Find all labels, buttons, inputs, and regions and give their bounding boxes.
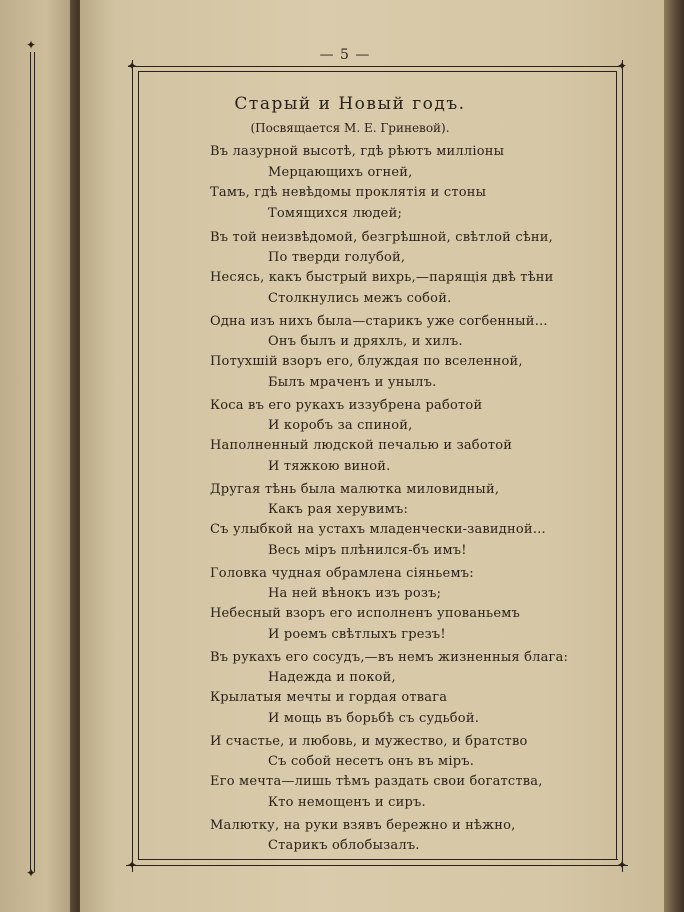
- frame-right-inner: [616, 71, 617, 859]
- corner-ornament-icon: ✦: [126, 59, 138, 73]
- poem-line: Весь міръ плѣнился-бъ имъ!: [268, 543, 467, 558]
- poem-line: И мощь въ борьбѣ съ судьбой.: [268, 711, 480, 726]
- previous-page-border: [30, 52, 31, 872]
- corner-ornament-icon: ✦: [25, 38, 37, 52]
- poem-line: Коса въ его рукахъ иззубрена работой: [210, 398, 483, 413]
- previous-page: [0, 0, 78, 912]
- corner-ornament-icon: ✦: [616, 59, 628, 73]
- poem-line: Тамъ, гдѣ невѣдомы проклятія и стоны: [210, 185, 487, 200]
- frame-top-inner: [138, 71, 616, 72]
- poem-line: Малютку, на руки взявъ бережно и нѣжно,: [210, 818, 516, 833]
- poem-line: Потухшій взоръ его, блуждая по вселенной,: [210, 354, 523, 369]
- frame-bottom-inner: [138, 859, 618, 860]
- poem-line: На ней вѣнокъ изъ розъ;: [268, 586, 442, 601]
- poem-line: Въ той неизвѣдомой, безгрѣшной, свѣтлой сѣни,: [210, 230, 553, 245]
- corner-ornament-icon: ✦: [126, 858, 138, 872]
- poem-line: Въ рукахъ его сосудъ,—въ немъ жизненныя блага:: [210, 650, 569, 665]
- poem-line: По тверди голубой,: [268, 250, 406, 265]
- frame-top-outer: [128, 66, 624, 67]
- frame-left-outer: [132, 60, 133, 872]
- poem-line: Кто немощенъ и сиръ.: [268, 795, 426, 810]
- poem-line: И роемъ свѣтлыхъ грезъ!: [268, 627, 446, 642]
- poem-line: Столкнулись межъ собой.: [268, 291, 452, 306]
- poem-line: И тяжкою виной.: [268, 459, 391, 474]
- poem-line: Старикъ облобызалъ.: [268, 838, 420, 853]
- poem-line: Его мечта—лишь тѣмъ раздать свои богатства,: [210, 774, 543, 789]
- poem-line: Въ лазурной высотѣ, гдѣ рѣютъ милліоны: [210, 144, 505, 159]
- corner-ornament-icon: ✦: [616, 858, 628, 872]
- previous-page-border-inner: [34, 52, 35, 872]
- poem-line: Съ улыбкой на устахъ младенчески-завидной…: [210, 522, 546, 537]
- frame-bottom-outer: [126, 865, 628, 866]
- poem-line: Какъ рая херувимъ:: [268, 502, 409, 517]
- poem-line: И коробъ за спиной,: [268, 418, 413, 433]
- corner-ornament-icon: ✦: [25, 866, 37, 880]
- poem-dedication: (Посвящается М. Е. Гриневой).: [250, 121, 450, 135]
- poem-line: Съ собой несетъ онъ въ міръ.: [268, 754, 475, 769]
- poem-title: Старый и Новый годъ.: [234, 94, 466, 114]
- page-number: — 5 —: [319, 47, 371, 63]
- poem-line: Другая тѣнь была малютка миловидный,: [210, 482, 500, 497]
- poem-line: Томящихся людей;: [268, 206, 403, 221]
- poem-line: Небесный взоръ его исполненъ упованьемъ: [210, 606, 521, 621]
- poem-line: Былъ мраченъ и унылъ.: [268, 375, 437, 390]
- poem-line: Онъ былъ и дряхлъ, и хилъ.: [268, 334, 463, 349]
- poem-line: Наполненный людской печалью и заботой: [210, 438, 513, 453]
- frame-left-inner: [138, 71, 139, 859]
- page-edge: [664, 0, 684, 912]
- frame-right-outer: [622, 60, 623, 872]
- poem-line: Головка чудная обрамлена сіяньемъ:: [210, 566, 474, 581]
- poem-line: Одна изъ нихъ была—старикъ уже согбенный…: [210, 314, 548, 329]
- poem-line: Надежда и покой,: [268, 670, 396, 685]
- poem-line: Мерцающихъ огней,: [268, 165, 413, 180]
- poem-line: Крылатыя мечты и гордая отвага: [210, 690, 448, 705]
- poem-line: И счастье, и любовь, и мужество, и братство: [210, 734, 528, 749]
- poem-line: Несясь, какъ быстрый вихрь,—парящія двѣ тѣни: [210, 270, 554, 285]
